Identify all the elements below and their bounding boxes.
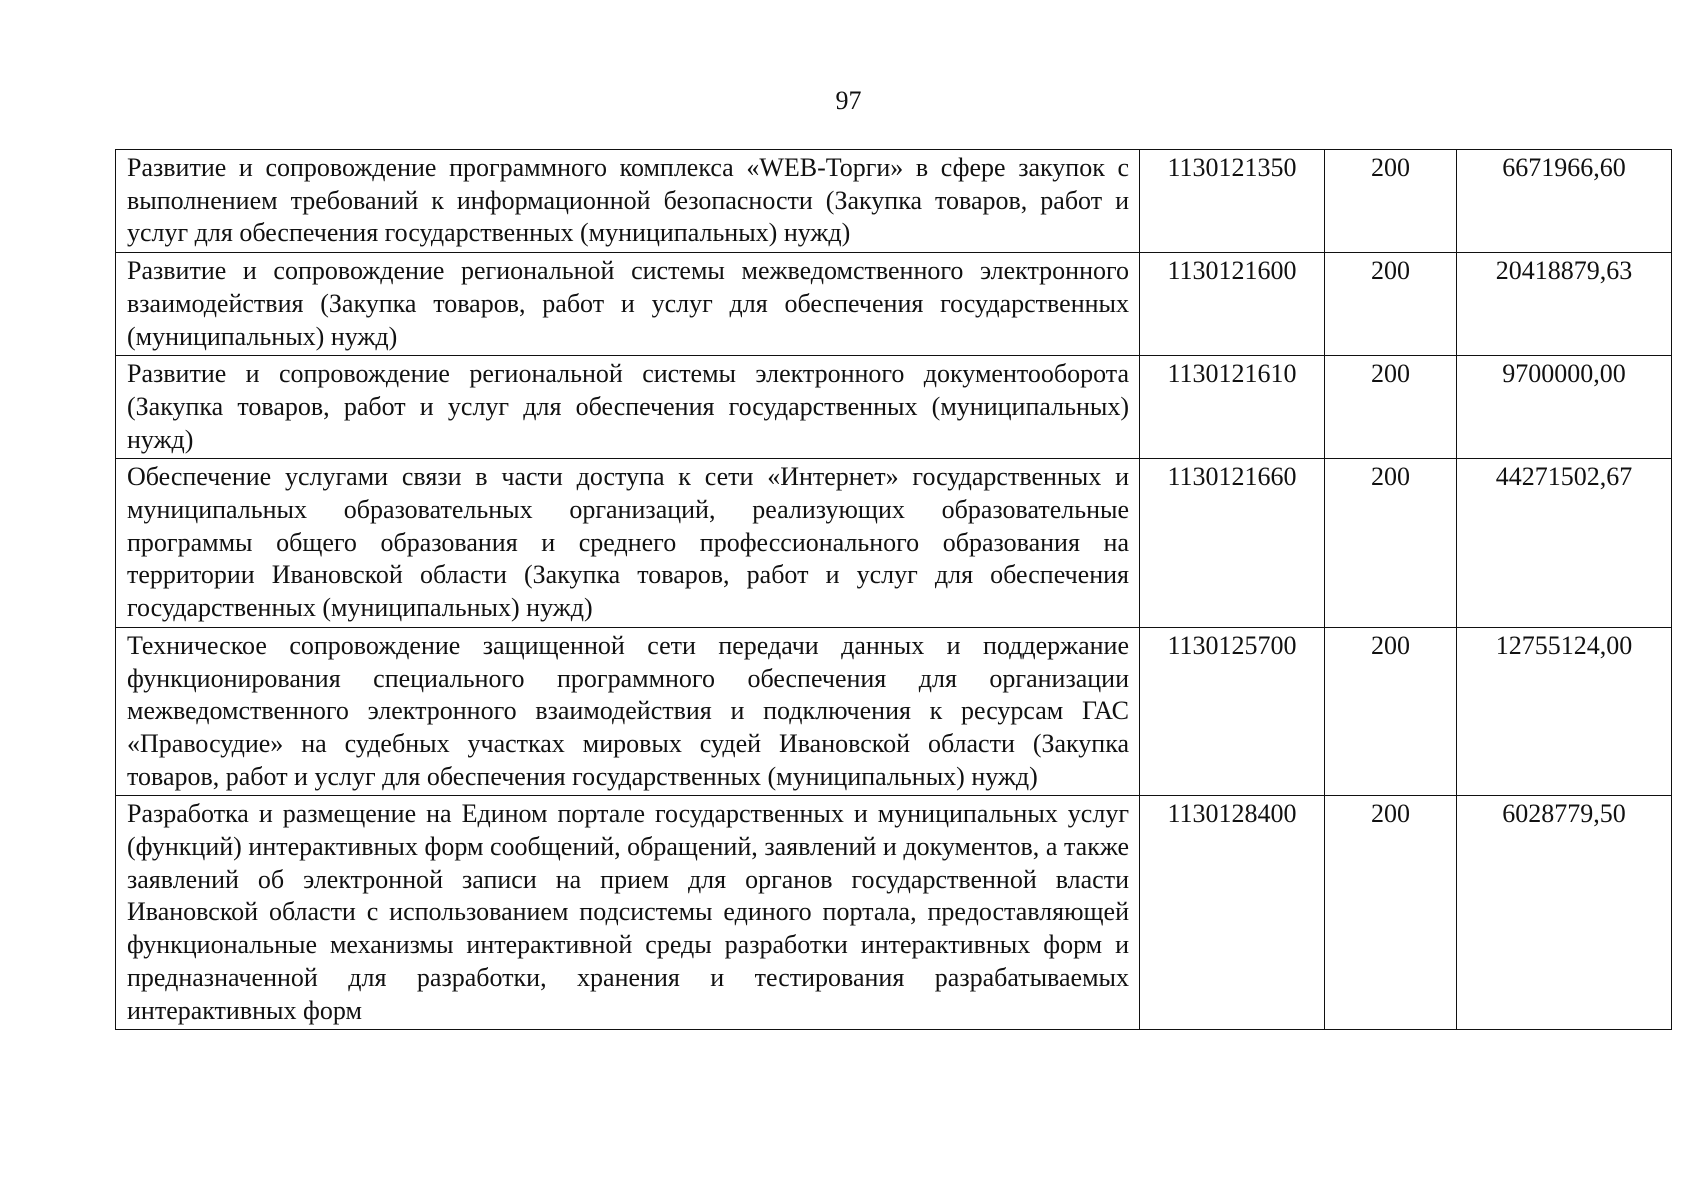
row-code: 1130128400 [1140,796,1325,1030]
row-description: Развитие и сопровождение региональной системы межведомственного электронного взаимодействия (Закупка товаров, работ и услуг для обеспечения государственных (муниципальных) нужд) [116,253,1140,356]
table-row [116,253,1672,356]
table-row [116,459,1672,628]
row-amount: 6671966,60 [1457,150,1672,253]
row-expense-type: 200 [1325,150,1457,253]
row-expense-type: 200 [1325,627,1457,796]
row-amount: 6028779,50 [1457,796,1672,1030]
row-amount: 12755124,00 [1457,627,1672,796]
row-amount: 44271502,67 [1457,459,1672,628]
page-number: 97 [835,86,862,115]
table-row [116,150,1672,253]
row-description: Техническое сопровождение защищенной сети передачи данных и поддержание функционирования специального программного обеспечения для организации межведомственного электронного взаимодействия и подключения к ресурсам ГАС «Правосудие» на судебных участках мировых судей Ивановской области (Закупка товаров, работ и услуг для обеспечения государственных (муниципальных) нужд) [116,627,1140,796]
row-description: Развитие и сопровождение региональной системы электронного документооборота (Закупка товаров, работ и услуг для обеспечения государственных (муниципальных) нужд) [116,356,1140,459]
budget-table [115,149,1672,1030]
row-code: 1130121660 [1140,459,1325,628]
row-amount: 9700000,00 [1457,356,1672,459]
row-description: Развитие и сопровождение программного комплекса «WEB-Торги» в сфере закупок с выполнением требований к информационной безопасности (Закупка товаров, работ и услуг для обеспечения государственных (муниципальных) нужд) [116,150,1140,253]
row-code: 1130121610 [1140,356,1325,459]
row-code: 1130121350 [1140,150,1325,253]
row-amount: 20418879,63 [1457,253,1672,356]
row-description: Разработка и размещение на Едином портале государственных и муниципальных услуг (функций) интерактивных форм сообщений, обращений, заявлений и документов, а также заявлений об электронной записи на прием для органов государственной власти Ивановской области с использованием подсистемы единого портала, предоставляющей функциональные механизмы интерактивной среды разработки интерактивных форм и предназначенной для разработки, хранения и тестирования разрабатываемых интерактивных форм [116,796,1140,1030]
row-description: Обеспечение услугами связи в части доступа к сети «Интернет» государственных и муниципальных образовательных организаций, реализующих образовательные программы общего образования и среднего профессионального образования на территории Ивановской области (Закупка товаров, работ и услуг для обеспечения государственных (муниципальных) нужд) [116,459,1140,628]
row-expense-type: 200 [1325,796,1457,1030]
table-row [116,796,1672,1030]
row-expense-type: 200 [1325,356,1457,459]
table-row [116,627,1672,796]
table-row [116,356,1672,459]
row-expense-type: 200 [1325,459,1457,628]
row-code: 1130121600 [1140,253,1325,356]
row-expense-type: 200 [1325,253,1457,356]
row-code: 1130125700 [1140,627,1325,796]
